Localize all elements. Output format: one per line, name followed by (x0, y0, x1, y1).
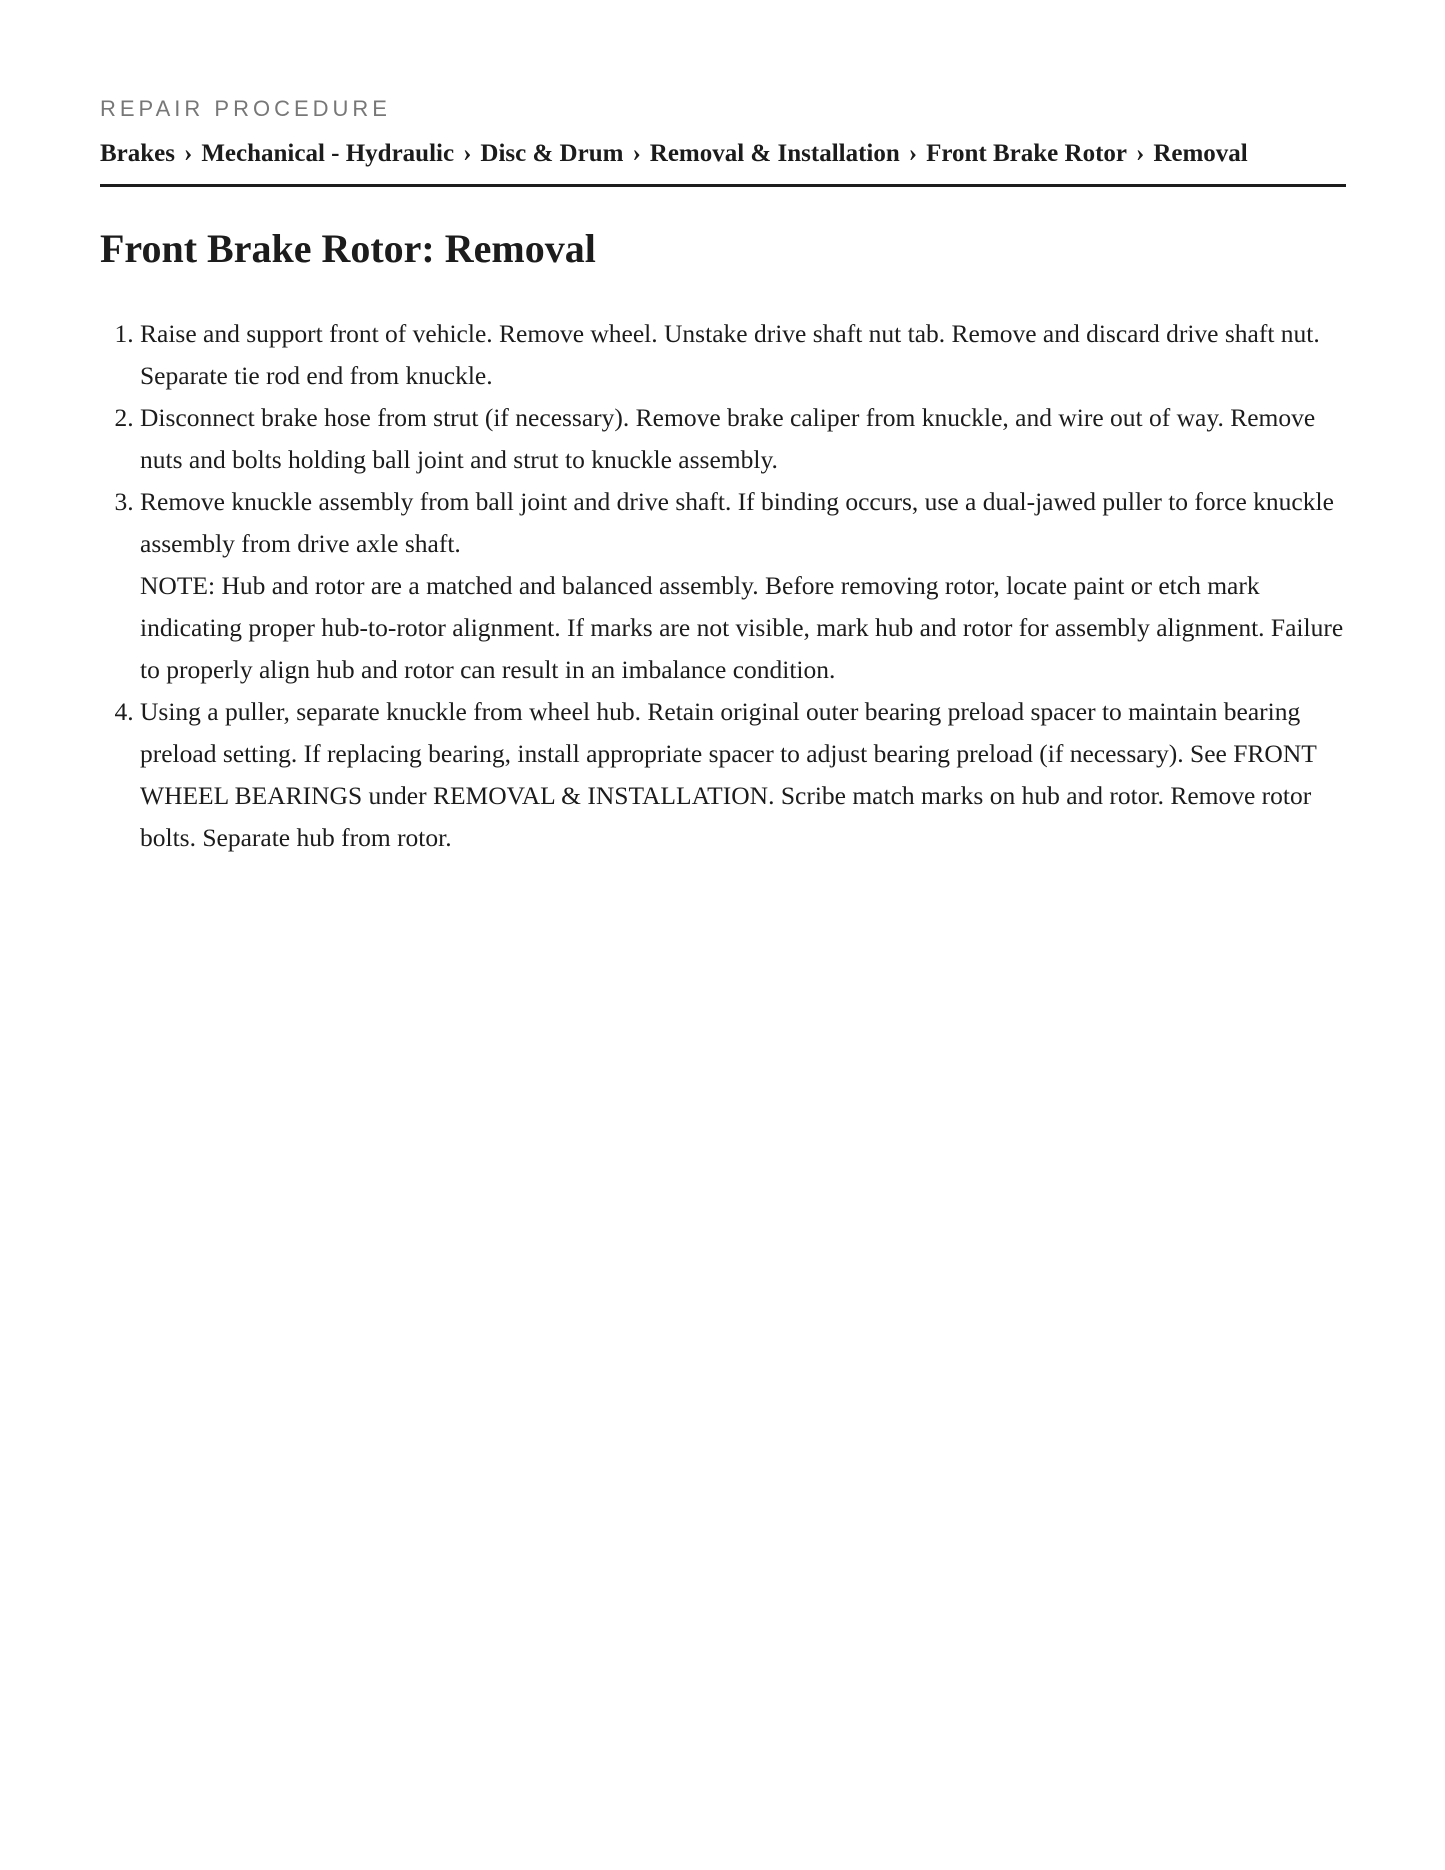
procedure-step (140, 313, 1346, 397)
procedure-step-text: Raise and support front of vehicle. Remove wheel. Unstake drive shaft nut tab. Remove and discard drive shaft nut. Separate tie rod end from knuckle. (140, 319, 1320, 390)
document-category-label: REPAIR PROCEDURE (100, 96, 391, 121)
breadcrumb-separator: › (184, 140, 193, 167)
breadcrumb-item-removal: Removal (1153, 140, 1248, 167)
page-title: Front Brake Rotor: Removal (100, 226, 596, 271)
breadcrumb-separator: › (908, 140, 918, 167)
breadcrumb-item-mechanical-hydraulic[interactable]: Mechanical - Hydraulic (201, 140, 455, 167)
procedure-step (140, 691, 1346, 859)
breadcrumb-separator: › (1136, 140, 1145, 167)
header-divider (100, 184, 1346, 187)
breadcrumb-item-brakes[interactable]: Brakes (100, 140, 175, 167)
breadcrumb-item-removal-installation[interactable]: Removal & Installation (649, 140, 900, 167)
procedure-note: NOTE: Hub and rotor are a matched and balanced assembly. Before removing rotor, locate paint or etch mark indicating proper hub-to-rotor alignment. If marks are not visible, mark hub and rotor for assembly alignment. Failure to properly align hub and rotor can result in an imbalance condition. (140, 571, 1344, 684)
breadcrumb-item-front-brake-rotor[interactable]: Front Brake Rotor (926, 140, 1127, 167)
breadcrumb-separator: › (463, 140, 472, 167)
procedure-step (140, 397, 1346, 481)
procedure-step-text: Using a puller, separate knuckle from wheel hub. Retain original outer bearing preload spacer to maintain bearing preload setting. If replacing bearing, install appropriate spacer to adjust bearing preload (if necessary). See FRONT WHEEL BEARINGS under REMOVAL & INSTALLATION. Scribe match marks on hub and rotor. Remove rotor bolts. Separate hub from rotor. (140, 697, 1317, 852)
procedure-step-text: Disconnect brake hose from strut (if necessary). Remove brake caliper from knuckle, and wire out of way. Remove nuts and bolts holding ball joint and strut to knuckle assembly. (140, 403, 1316, 474)
procedure-steps-list (100, 313, 1346, 859)
document-page (100, 94, 1346, 859)
breadcrumb-item-disc-drum[interactable]: Disc & Drum (480, 140, 624, 167)
procedure-step (140, 481, 1346, 691)
breadcrumb (100, 136, 1346, 172)
procedure-step-text: Remove knuckle assembly from ball joint and drive shaft. If binding occurs, use a dual-jawed puller to force knuckle assembly from drive axle shaft. (140, 487, 1334, 558)
breadcrumb-separator: › (632, 140, 641, 167)
